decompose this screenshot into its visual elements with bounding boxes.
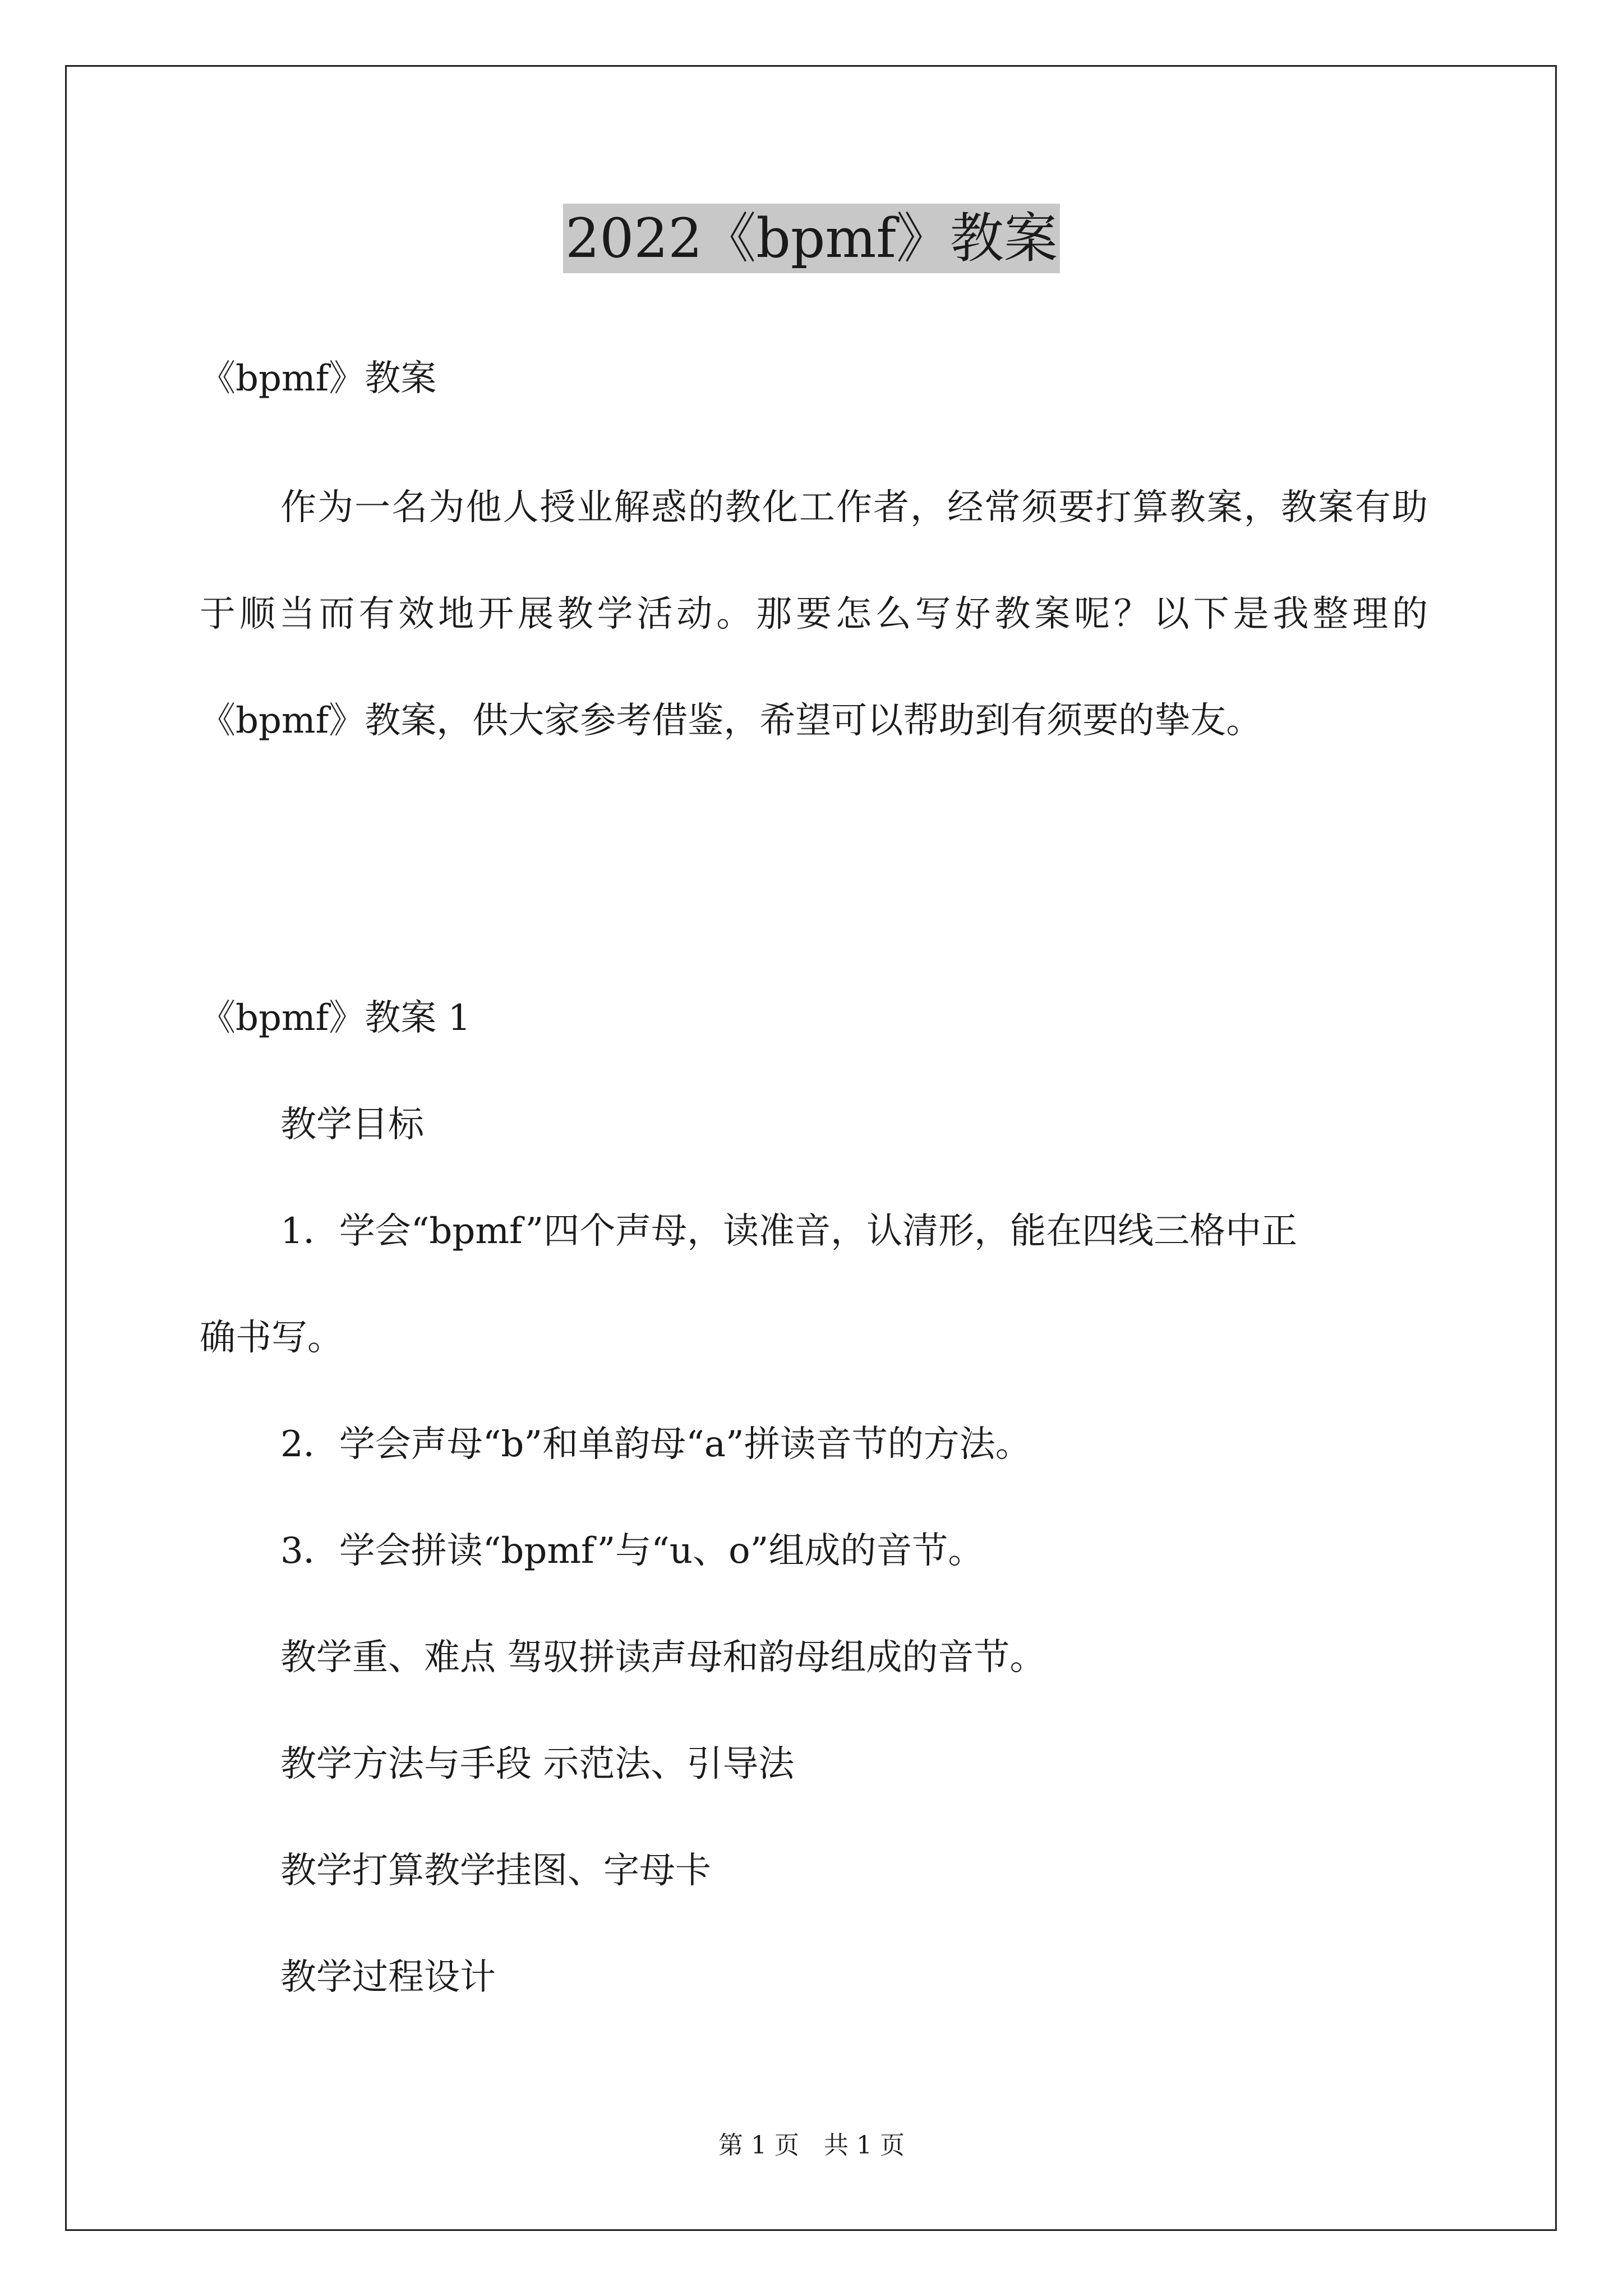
goal-3: 3．学会拼读“bpmf”与“u、o”组成的音节。 <box>280 1530 984 1572</box>
goal-1-line-1: 1．学会“bpmf”四个声母，读准音，认清形，能在四线三格中正 <box>280 1211 1298 1252</box>
intro-paragraph: 作为一名为他人授业解惑的教化工作者，经常须要打算教案，教案有助于顺当而有效地开展教学活动。那要怎么写好教案呢？以下是我整理的《bpmf》教案，供大家参考借鉴，希望可以帮助到有须要的挚友。 <box>200 487 1428 742</box>
goal-1-line-2: 确书写。 <box>200 1317 343 1359</box>
goal-2: 2．学会声母“b”和单韵母“a”拼读音节的方法。 <box>280 1424 1031 1465</box>
teaching-methods: 教学方法与手段 示范法、引导法 <box>280 1743 795 1785</box>
document-subtitle: 《bpmf》教案 <box>200 358 437 399</box>
teaching-materials: 教学打算教学挂图、字母卡 <box>280 1850 711 1892</box>
key-points: 教学重、难点 驾驭拼读声母和韵母组成的音节。 <box>280 1637 1046 1678</box>
section-heading: 《bpmf》教案 1 <box>200 997 471 1039</box>
document-title-text: 2022《bpmf》教案 <box>563 204 1060 273</box>
document-title <box>0 202 1623 275</box>
goals-heading: 教学目标 <box>280 1104 424 1145</box>
process-heading: 教学过程设计 <box>280 1957 496 1998</box>
page-footer: 第 1 页 共 1 页 <box>718 2131 905 2160</box>
